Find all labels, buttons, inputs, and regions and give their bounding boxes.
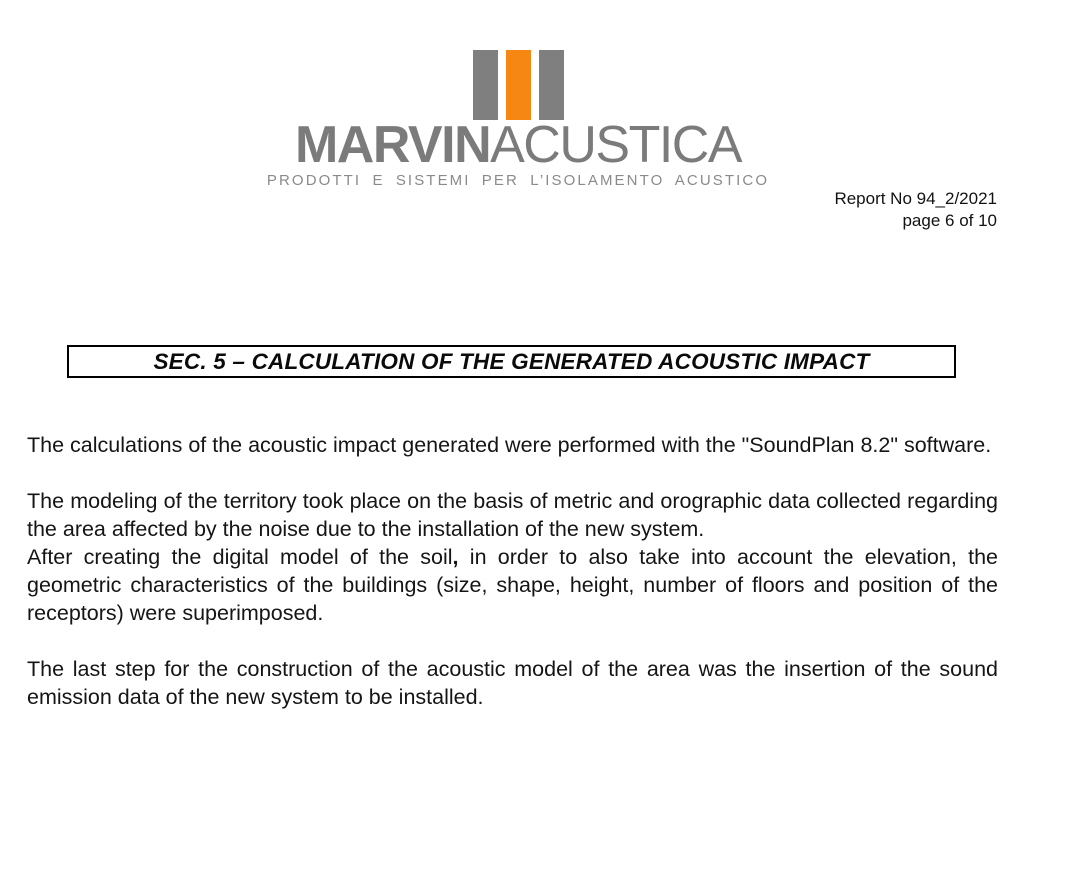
brand-name-bold: MARVIN	[294, 116, 491, 174]
report-meta	[834, 188, 997, 231]
section-heading-text: SEC. 5 – CALCULATION OF THE GENERATED ACOUSTIC IMPACT	[153, 348, 870, 374]
paragraph	[27, 655, 998, 711]
paragraph	[27, 543, 998, 627]
logo-bars-icon	[473, 50, 564, 120]
paragraph-run: The last step for the construction of the acoustic model of the area was the insertion of the sound emission data of the new system to be installed.	[27, 657, 998, 709]
paragraph	[27, 487, 998, 543]
paragraph-run: The modeling of the territory took place on the basis of metric and orographic data collected regarding the area affected by the noise due to the installation of the new system.	[27, 489, 998, 541]
paragraph-run: After creating the digital model of the soil	[27, 545, 453, 569]
brand-name-light: ACUSTICA	[490, 116, 742, 174]
body-text	[27, 431, 998, 711]
brand-wordmark	[294, 116, 742, 174]
paragraph-run: The calculations of the acoustic impact generated were performed with the "SoundPlan 8.2" software.	[27, 433, 992, 457]
company-logo	[0, 50, 1036, 190]
logo-tagline: PRODOTTI E SISTEMI PER L’ISOLAMENTO ACUSTICO	[266, 172, 770, 189]
logo-bar-right	[539, 50, 564, 120]
logo-bar-left	[473, 50, 498, 120]
paragraph-bold-run: ,	[452, 545, 459, 569]
paragraph	[27, 431, 998, 459]
logo-bar-center	[506, 50, 531, 120]
report-number: Report No 94_2/2021	[834, 189, 997, 208]
section-heading	[67, 345, 956, 378]
paragraph-run: in order to also take into account the elevation, the geometric characteristics of the buildings (size, shape, height, number of floors and position of the receptors) were superimposed.	[27, 545, 998, 625]
page-number: page 6 of 10	[902, 210, 997, 230]
